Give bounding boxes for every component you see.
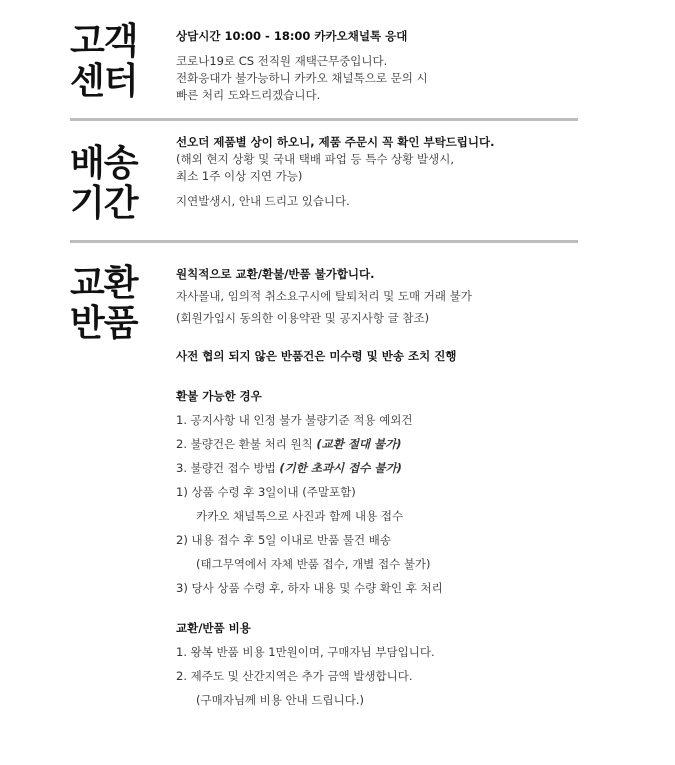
exchange-title: 원칙적으로 교환/환불/반품 불가합니다. — [176, 267, 375, 281]
cs-heading-line-2: 센터 — [70, 61, 138, 102]
refund-item-3-text: 3. 불량건 접수 방법 — [176, 461, 280, 475]
cs-line-3: 빠른 처리 도와드리겠습니다. — [176, 88, 321, 102]
cs-line-2: 전화응대가 불가능하니 카카오 채널톡으로 문의 시 — [176, 71, 428, 85]
shipping-heading — [70, 144, 160, 224]
exchange-heading-line-2: 반품 — [70, 303, 138, 344]
cs-hours: 상담시간 10:00 - 18:00 카카오채널톡 응대 — [176, 29, 408, 43]
cost-line-2: 2. 제주도 및 산간지역은 추가 금액 발생합니다. — [176, 669, 413, 683]
refund-item-1: 1. 공지사항 내 인정 불가 불량기준 적용 예외건 — [176, 413, 413, 427]
step-3: 3) 당사 상품 수령 후, 하자 내용 및 수량 확인 후 처리 — [176, 581, 443, 595]
cost-title: 교환/반품 비용 — [176, 621, 251, 635]
divider-2 — [70, 240, 578, 243]
refund-item-2-text: 2. 불량건은 환불 처리 원칙 — [176, 437, 317, 451]
step-2: 2) 내용 접수 후 5일 이내로 반품 물건 배송 — [176, 533, 391, 547]
exchange-heading-line-1: 교환 — [70, 263, 138, 304]
refund-item-3 — [176, 459, 646, 477]
cs-body — [176, 28, 646, 104]
cost-line-3: (구매자님께 비용 안내 드립니다.) — [196, 693, 365, 707]
shipping-heading-line-2: 기간 — [70, 183, 138, 224]
cs-line-1: 코로나19로 CS 전직원 재택근무중입니다. — [176, 54, 388, 68]
refund-item-3-emphasis: (기한 초과시 접수 불가) — [279, 461, 402, 475]
refund-item-2-emphasis: (교환 절대 불가) — [316, 437, 402, 451]
shipping-line-2: 최소 1주 이상 지연 가능) — [176, 169, 303, 183]
cs-heading-line-1: 고객 — [70, 21, 138, 62]
shipping-body — [176, 134, 646, 210]
exchange-heading — [70, 264, 160, 344]
refund-item-2 — [176, 435, 646, 453]
step-2-detail: (태그무역에서 자체 반품 접수, 개별 접수 불가) — [196, 557, 431, 571]
divider-1 — [70, 118, 578, 121]
cs-heading — [70, 22, 160, 102]
shipping-title: 선오더 제품별 상이 하오니, 제품 주문시 꼭 확인 부탁드립니다. — [176, 135, 495, 149]
step-1-detail: 카카오 채널톡으로 사진과 함께 내용 접수 — [196, 509, 404, 523]
refund-title: 환불 가능한 경우 — [176, 389, 262, 403]
shipping-line-1: (해외 현지 상황 및 국내 택배 파업 등 특수 상황 발생시, — [176, 152, 454, 166]
step-1: 1) 상품 수령 후 3일이내 (주말포함) — [176, 485, 356, 499]
exchange-notice: 사전 협의 되지 않은 반품건은 미수령 및 반송 조치 진행 — [176, 349, 457, 363]
exchange-line-2: (회원가입시 동의한 이용약관 및 공지사항 글 참조) — [176, 311, 430, 325]
shipping-heading-line-1: 배송 — [70, 143, 138, 184]
shipping-note: 지연발생시, 안내 드리고 있습니다. — [176, 194, 350, 208]
exchange-body — [176, 265, 646, 709]
exchange-line-1: 자사몰내, 임의적 취소요구시에 탈퇴처리 및 도매 거래 불가 — [176, 289, 472, 303]
cost-line-1: 1. 왕복 반품 비용 1만원이며, 구매자님 부담입니다. — [176, 645, 435, 659]
